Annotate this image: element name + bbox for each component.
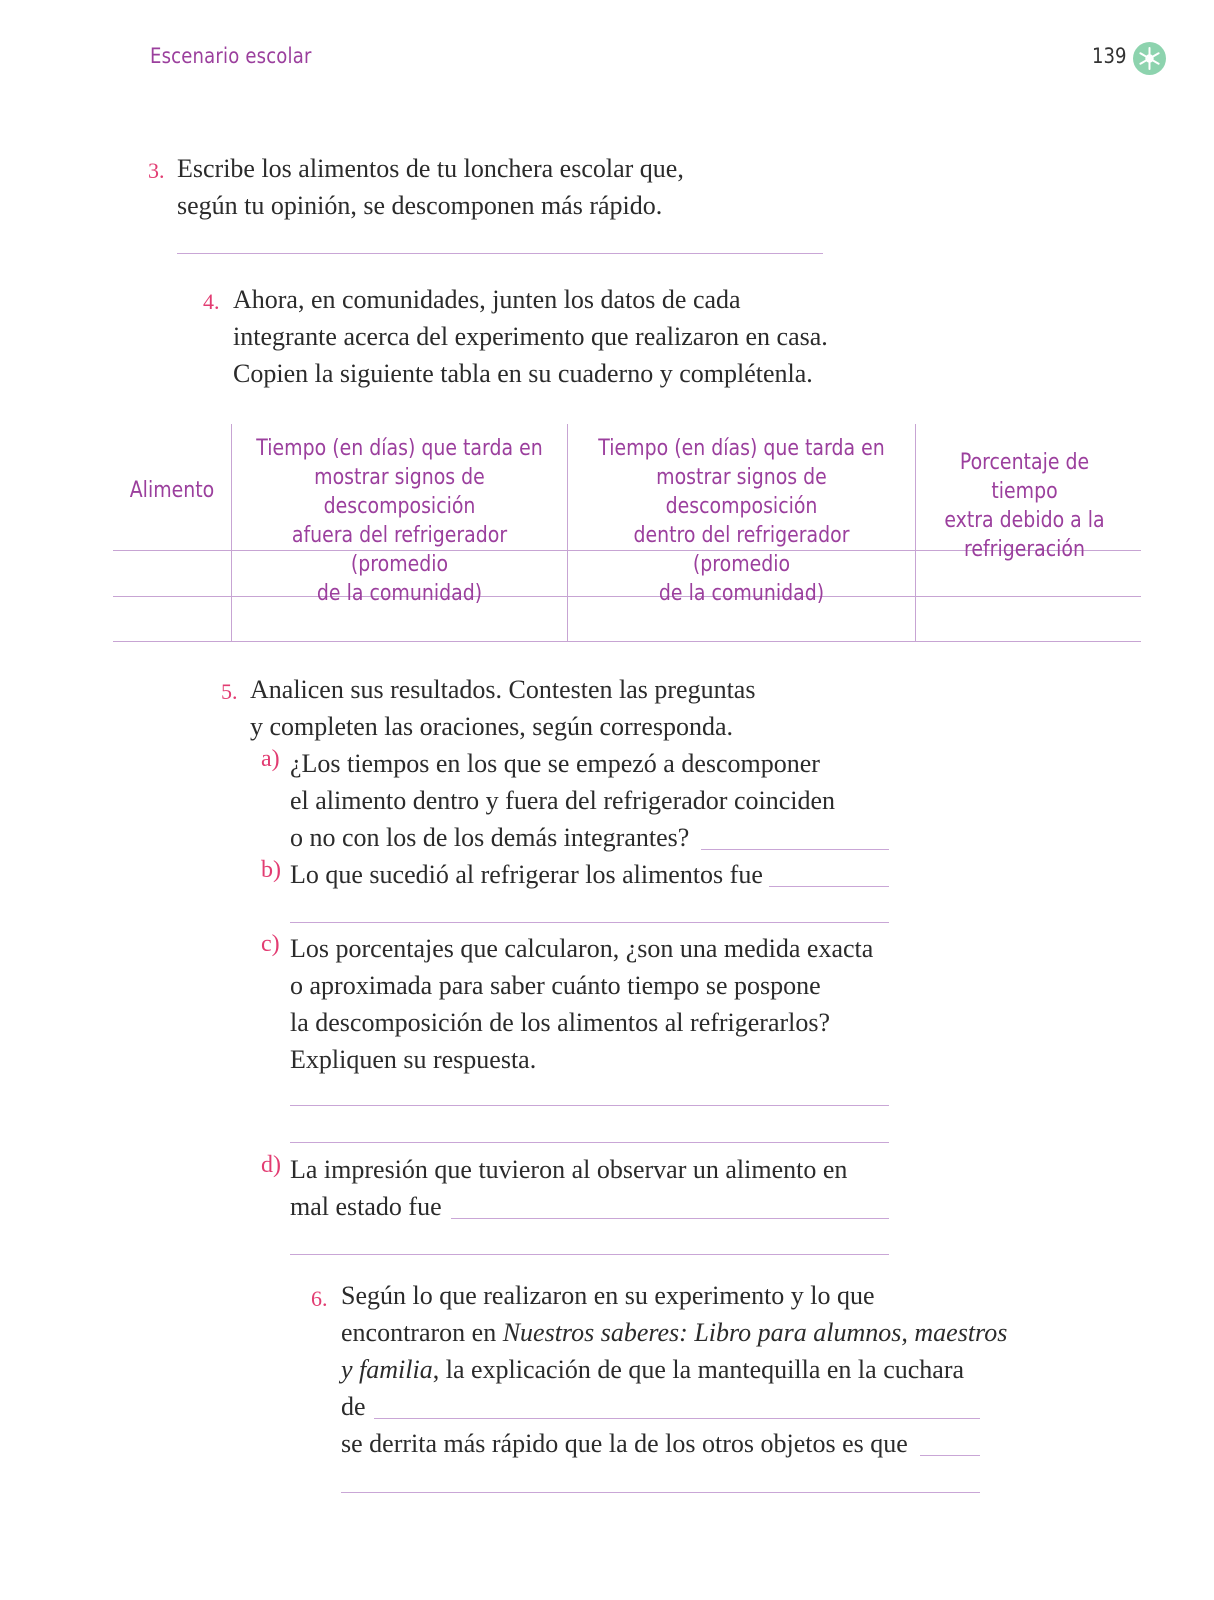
question-3-answer-line[interactable] bbox=[177, 253, 823, 254]
item-a-label: a) bbox=[261, 746, 280, 772]
question-6-number: 6. bbox=[311, 1286, 328, 1311]
table-header-percentage: Porcentaje de tiempo extra debido a la refrigeración bbox=[944, 450, 1105, 562]
item-b-line-1: Lo que sucedió al refrigerar los alimentos fue bbox=[290, 860, 763, 889]
book-title-end: y familia bbox=[341, 1355, 433, 1384]
table-header-alimento: Alimento bbox=[129, 478, 215, 503]
question-4-line-1: Ahora, en comunidades, junten los datos de cada bbox=[233, 285, 741, 314]
item-d-answer-line-2[interactable] bbox=[290, 1254, 889, 1255]
question-6-line-3: y familia, la explicación de que la mantequilla en la cuchara bbox=[341, 1355, 965, 1384]
question-6-line-2: encontraron en Nuestros saberes: Libro para alumnos, maestros bbox=[341, 1318, 1008, 1347]
item-d-line-1: La impresión que tuvieron al observar un alimento en bbox=[290, 1155, 848, 1184]
item-c-answer-line-2[interactable] bbox=[290, 1142, 889, 1143]
question-3-line-1: Escribe los alimentos de tu lonchera escolar que, bbox=[177, 154, 684, 183]
question-4-line-3: Copien la siguiente tabla en su cuaderno y complétenla. bbox=[233, 359, 813, 388]
item-a-answer-line[interactable] bbox=[701, 849, 889, 850]
question-5-line-2: y completen las oraciones, según corresponda. bbox=[250, 712, 734, 741]
item-c-line-3: la descomposición de los alimentos al refrigerarlos? bbox=[290, 1008, 831, 1037]
item-a-line-2: el alimento dentro y fuera del refrigerador coinciden bbox=[290, 786, 836, 815]
item-a-line-3: o no con los de los demás integrantes? bbox=[290, 823, 690, 852]
question-6-answer-line-3[interactable] bbox=[341, 1492, 980, 1493]
table-header-outside: Tiempo (en días) que tarda en mostrar signos de descomposición afuera del refrigerador (promedio de la comunidad) bbox=[256, 436, 543, 606]
section-title: Escenario escolar bbox=[150, 44, 312, 68]
item-b-label: b) bbox=[261, 857, 281, 883]
item-d-line-2: mal estado fue bbox=[290, 1192, 442, 1221]
item-c-line-4: Expliquen su respuesta. bbox=[290, 1045, 537, 1074]
item-b-answer-line-2[interactable] bbox=[290, 922, 889, 923]
item-d-label: d) bbox=[261, 1152, 281, 1178]
question-6-answer-line-2[interactable] bbox=[920, 1455, 980, 1456]
question-4-number: 4. bbox=[203, 289, 220, 314]
question-6-line-4: de bbox=[341, 1392, 366, 1421]
question-4-line-2: integrante acerca del experimento que realizaron en casa. bbox=[233, 322, 828, 351]
item-c-line-2: o aproximada para saber cuánto tiempo se pospone bbox=[290, 971, 821, 1000]
table-header-inside: Tiempo (en días) que tarda en mostrar signos de descomposición dentro del refrigerador (promedio de la comunidad) bbox=[598, 436, 885, 606]
snowflake-icon bbox=[1133, 42, 1166, 75]
question-5-line-1: Analicen sus resultados. Contesten las preguntas bbox=[250, 675, 756, 704]
item-c-label: c) bbox=[261, 931, 280, 957]
item-d-answer-line-1[interactable] bbox=[451, 1218, 889, 1219]
book-title: Nuestros saberes: Libro para alumnos, maestros bbox=[502, 1318, 1008, 1347]
question-3-number: 3. bbox=[148, 158, 165, 183]
data-table bbox=[113, 424, 1153, 649]
question-6-line-5: se derrita más rápido que la de los otros objetos es que bbox=[341, 1429, 908, 1458]
question-3-line-2: según tu opinión, se descomponen más rápido. bbox=[177, 191, 663, 220]
item-a-line-1: ¿Los tiempos en los que se empezó a descomponer bbox=[290, 749, 820, 778]
page-number: 139 bbox=[1092, 44, 1127, 68]
item-b-answer-line-1[interactable] bbox=[769, 886, 889, 887]
question-6-answer-line-1[interactable] bbox=[374, 1418, 980, 1419]
item-c-line-1: Los porcentajes que calcularon, ¿son una medida exacta bbox=[290, 934, 874, 963]
question-5-number: 5. bbox=[221, 679, 238, 704]
item-c-answer-line-1[interactable] bbox=[290, 1105, 889, 1106]
question-6-line-1: Según lo que realizaron en su experimento y lo que bbox=[341, 1281, 875, 1310]
